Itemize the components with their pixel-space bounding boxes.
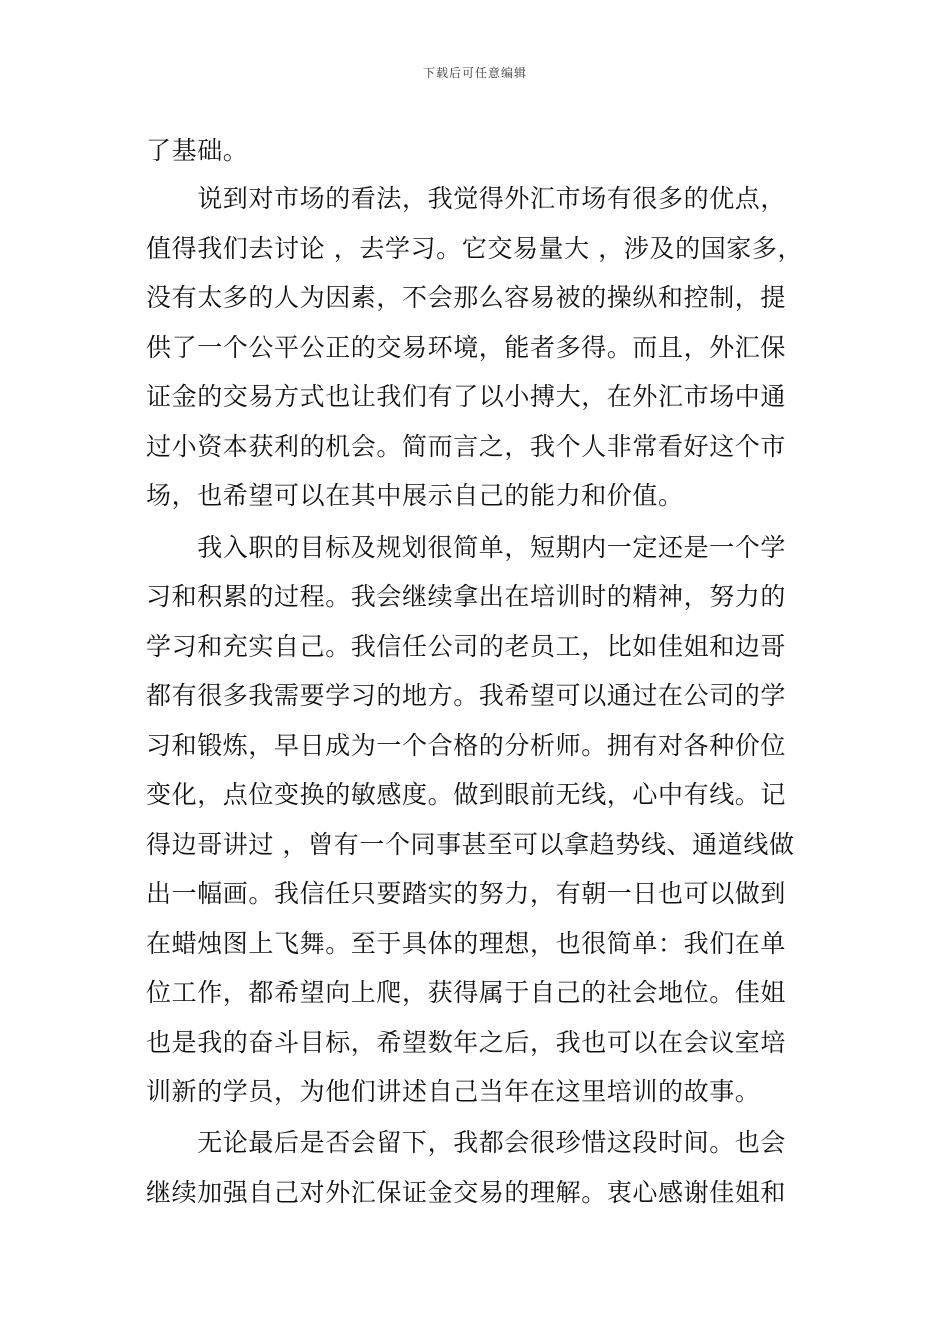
text-line: 在蜡烛图上飞舞。至于具体的理想，也很简单：我们在单 [146, 929, 787, 958]
text-line: 无论最后是否会留下，我都会很珍惜这段时间。也会 [146, 1128, 787, 1157]
text-line: 学习和充实自己。我信任公司的老员工，比如佳姐和边哥 [146, 632, 787, 661]
page-header: 下载后可任意编辑 [422, 66, 527, 80]
text-line: 过小资本获利的机会。简而言之，我个人非常看好这个市 [146, 432, 787, 461]
text-line: 位工作，都希望向上爬，获得属于自己的社会地位。佳姐 [146, 978, 787, 1007]
text-line: 没有太多的人为因素，不会那么容易被的操纵和控制，提 [146, 283, 787, 312]
text-line: 我入职的目标及规划很简单，短期内一定还是一个学 [146, 533, 787, 562]
text-line: 得边哥讲过 ，曾有一个同事甚至可以拿趋势线、通道线做 [146, 830, 795, 859]
text-line: 都有很多我需要学习的地方。我希望可以通过在公司的学 [146, 681, 787, 710]
text-line: 也是我的奋斗目标，希望数年之后，我也可以在会议室培 [146, 1028, 787, 1057]
text-line: 值得我们去讨论 ，去学习。它交易量大 ，涉及的国家多， [146, 234, 804, 263]
text-line: 了基础。 [146, 136, 249, 165]
text-line: 场，也希望可以在其中展示自己的能力和价值。 [146, 481, 684, 510]
text-line: 供了一个公平公正的交易环境，能者多得。而且，外汇保 [146, 333, 787, 362]
text-line: 习和积累的过程。我会继续拿出在培训时的精神，努力的 [146, 582, 787, 611]
text-line: 训新的学员，为他们讲述自己当年在这里培训的故事。 [146, 1077, 761, 1106]
text-line: 继续加强自己对外汇保证金交易的理解。衷心感谢佳姐和 [146, 1178, 787, 1207]
text-line: 变化，点位变换的敏感度。做到眼前无线，心中有线。记 [146, 780, 787, 809]
text-line: 习和锻炼，早日成为一个合格的分析师。拥有对各种价位 [146, 731, 787, 760]
text-line: 说到对市场的看法，我觉得外汇市场有很多的优点， [146, 184, 787, 213]
text-line: 出一幅画。我信任只要踏实的努力，有朝一日也可以做到 [146, 879, 787, 908]
text-line: 证金的交易方式也让我们有了以小搏大，在外汇市场中通 [146, 382, 787, 411]
